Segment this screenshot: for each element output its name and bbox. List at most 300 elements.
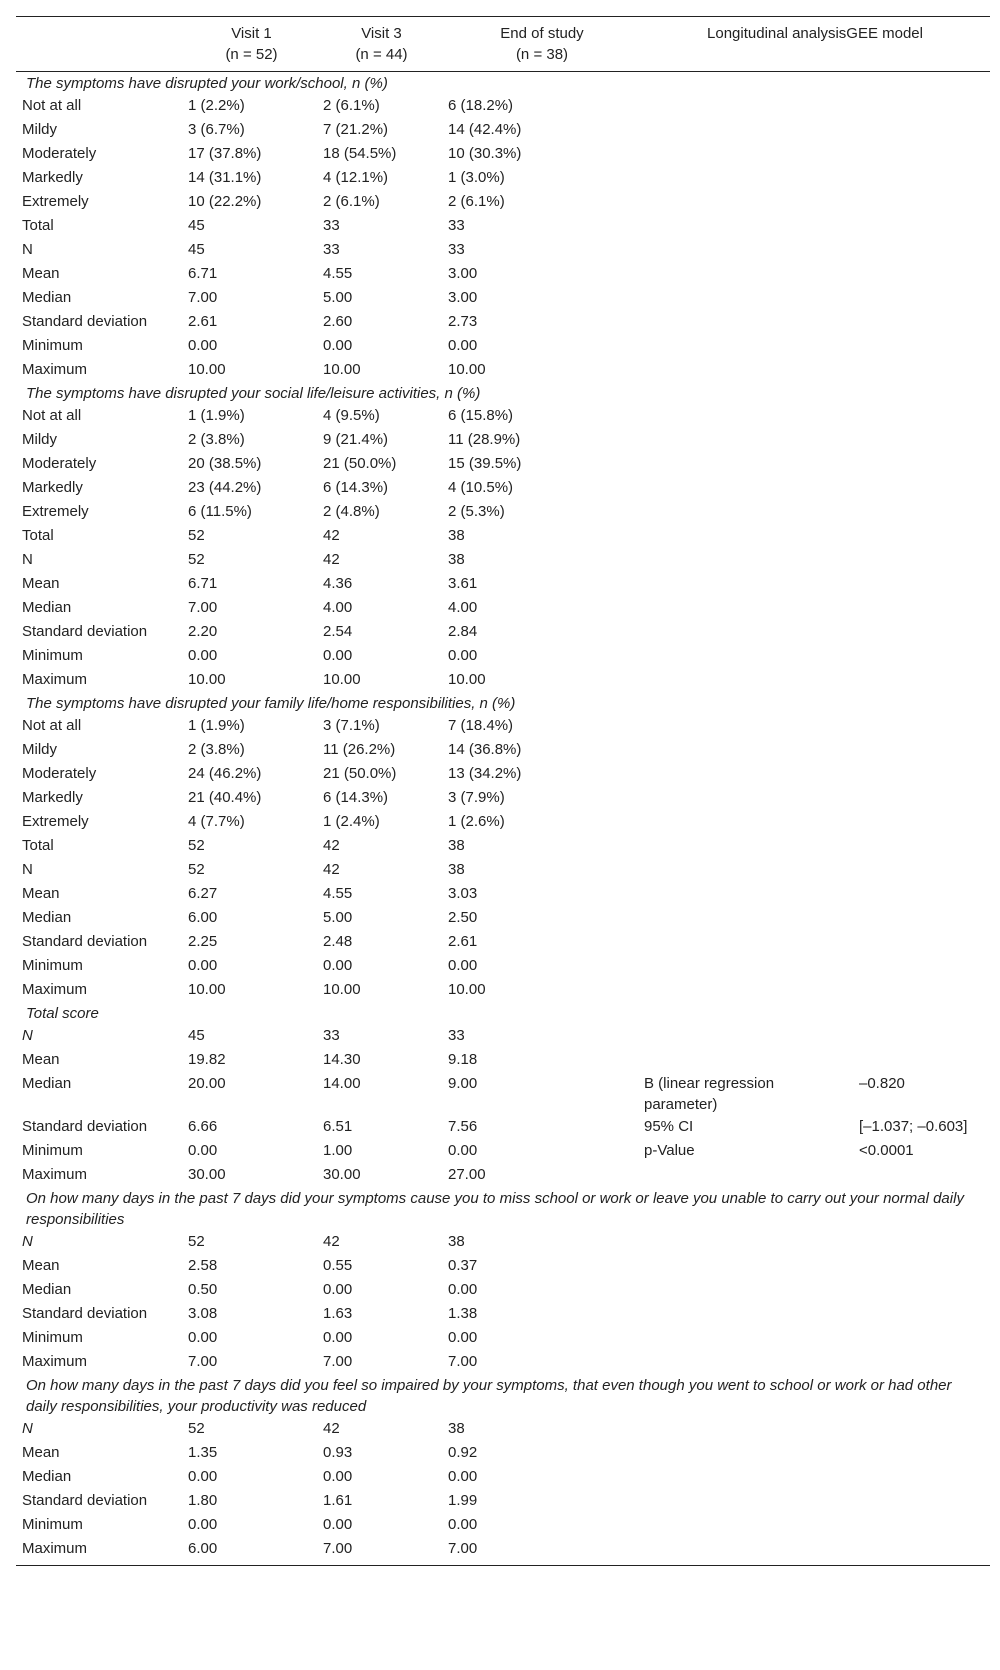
end-of-study-value: 2.84 <box>448 623 478 640</box>
header-visit1 <box>184 17 319 72</box>
row-label-text: Maximum <box>22 1353 88 1370</box>
row-label-text: Maximum <box>22 361 88 378</box>
row-label-text: Mean <box>22 265 60 282</box>
header-end-of-study <box>444 17 640 72</box>
visit1-value: 2.58 <box>188 1257 218 1274</box>
section-title-row <box>16 382 990 404</box>
row-label <box>16 476 184 500</box>
table-row <box>16 428 990 452</box>
gee-stat-value <box>855 596 990 620</box>
visit3-value: 33 <box>323 241 340 258</box>
row-label-text: Extremely <box>22 813 89 830</box>
gee-stat-value <box>855 548 990 572</box>
visit1-value: 52 <box>188 837 205 854</box>
end-of-study-value: 1 (2.6%) <box>448 813 505 830</box>
visit3-value: 10.00 <box>323 361 361 378</box>
end-of-study-value: 0.00 <box>448 1142 478 1159</box>
gee-stat-label <box>640 714 855 738</box>
gee-stat-label <box>640 1350 855 1374</box>
visit1-value: 6.66 <box>188 1118 218 1135</box>
table-row <box>16 786 990 810</box>
end-of-study-value: 9.00 <box>448 1075 478 1092</box>
end-of-study-value: 38 <box>448 551 465 568</box>
gee-stat-label <box>640 1302 855 1326</box>
visit1-value: 7.00 <box>188 599 218 616</box>
row-label-text: Median <box>22 289 72 306</box>
row-label <box>16 310 184 334</box>
row-label <box>16 1254 184 1278</box>
gee-stat-value <box>855 786 990 810</box>
table-row <box>16 1513 990 1537</box>
visit1-value: 19.82 <box>188 1051 226 1068</box>
row-label <box>16 762 184 786</box>
end-of-study-value: 7 (18.4%) <box>448 717 514 734</box>
gee-stat-label <box>640 548 855 572</box>
row-label-text: Median <box>22 1281 72 1298</box>
table-row <box>16 214 990 238</box>
visit3-value: 0.00 <box>323 1516 353 1533</box>
visit1-value: 0.00 <box>188 1468 218 1485</box>
gee-stat-label <box>640 118 855 142</box>
table-row <box>16 190 990 214</box>
gee-stat-value <box>855 834 990 858</box>
row-label <box>16 1465 184 1489</box>
visit1-value: 10.00 <box>188 671 226 688</box>
row-label-text: Maximum <box>22 671 88 688</box>
visit1-value: 6.27 <box>188 885 218 902</box>
visit3-value: 2.60 <box>323 313 353 330</box>
visit3-value: 4.00 <box>323 599 353 616</box>
row-label <box>16 738 184 762</box>
end-of-study-value: 2.50 <box>448 909 478 926</box>
visit1-value: 1.35 <box>188 1444 218 1461</box>
visit3-value: 1.00 <box>323 1142 353 1159</box>
row-label <box>16 882 184 906</box>
end-of-study-value: 0.00 <box>448 647 478 664</box>
row-label-text: Minimum <box>22 337 83 354</box>
section-title: On how many days in the past 7 days did you feel so impaired by your symptoms, that even though you went to school or work or had other daily responsibilities, your productivity was reduced <box>26 1377 952 1415</box>
row-label-text: N <box>22 861 33 878</box>
end-of-study-value: 4.00 <box>448 599 478 616</box>
gee-stat-label <box>640 94 855 118</box>
row-label <box>16 404 184 428</box>
visit3-value: 14.00 <box>323 1075 361 1092</box>
visit3-value: 3 (7.1%) <box>323 717 380 734</box>
row-label <box>16 620 184 644</box>
header-empty <box>16 17 184 72</box>
visit3-value: 42 <box>323 1420 340 1437</box>
end-of-study-value: 7.56 <box>448 1118 478 1135</box>
section-title-row <box>16 72 990 95</box>
visit3-value: 4 (12.1%) <box>323 169 389 186</box>
end-of-study-value: 38 <box>448 1420 465 1437</box>
visit1-value: 10.00 <box>188 981 226 998</box>
visit1-value: 3.08 <box>188 1305 218 1322</box>
row-label-text: Minimum <box>22 1329 83 1346</box>
visit3-value: 4 (9.5%) <box>323 407 380 424</box>
row-label-text: Minimum <box>22 1142 83 1159</box>
gee-stat-label: 95% CI <box>644 1118 694 1135</box>
gee-stat-value <box>855 1537 990 1566</box>
row-label <box>16 548 184 572</box>
end-of-study-value: 1 (3.0%) <box>448 169 505 186</box>
gee-stat-label <box>640 786 855 810</box>
row-label <box>16 1048 184 1072</box>
visit3-value: 2 (4.8%) <box>323 503 380 520</box>
gee-stat-value: <0.0001 <box>859 1142 914 1159</box>
end-of-study-value: 3.03 <box>448 885 478 902</box>
row-label <box>16 214 184 238</box>
gee-stat-value <box>855 858 990 882</box>
end-of-study-value: 27.00 <box>448 1166 486 1183</box>
row-label <box>16 1326 184 1350</box>
gee-stat-label <box>640 404 855 428</box>
visit1-value: 45 <box>188 1027 205 1044</box>
gee-stat-label <box>640 1278 855 1302</box>
row-label <box>16 94 184 118</box>
gee-stat-label <box>640 476 855 500</box>
table-row <box>16 118 990 142</box>
row-label-text: Markedly <box>22 169 83 186</box>
section-title: The symptoms have disrupted your social life/leisure activities, n (%) <box>26 385 481 402</box>
visit3-value: 7.00 <box>319 1537 444 1566</box>
table-row <box>16 524 990 548</box>
row-label-text: Moderately <box>22 765 97 782</box>
gee-stat-value <box>855 1254 990 1278</box>
end-of-study-value: 0.00 <box>448 1329 478 1346</box>
header-visit3 <box>319 17 444 72</box>
visit3-value: 0.00 <box>323 1329 353 1346</box>
table-header <box>16 17 990 72</box>
end-of-study-value: 0.37 <box>448 1257 478 1274</box>
row-label-text: Not at all <box>22 97 82 114</box>
gee-stat-label <box>640 930 855 954</box>
end-of-study-value: 33 <box>448 1027 465 1044</box>
table-row <box>16 714 990 738</box>
table-row <box>16 310 990 334</box>
row-label <box>16 1072 184 1115</box>
gee-stat-label <box>640 262 855 286</box>
table-row <box>16 762 990 786</box>
gee-stat-value <box>855 166 990 190</box>
table-row <box>16 500 990 524</box>
row-label-text: Minimum <box>22 957 83 974</box>
visit1-value: 6.71 <box>188 575 218 592</box>
row-label-text: Median <box>22 599 72 616</box>
visit3-value: 21 (50.0%) <box>323 765 397 782</box>
row-label-text: Mildy <box>22 121 58 138</box>
row-label-text: Moderately <box>22 145 97 162</box>
gee-stat-value <box>855 524 990 548</box>
gee-stat-value <box>855 930 990 954</box>
row-label-text: Total <box>22 217 54 234</box>
visit3-value: 42 <box>323 1233 340 1250</box>
gee-stat-label <box>640 762 855 786</box>
gee-stat-label <box>640 286 855 310</box>
gee-stat-value <box>855 238 990 262</box>
table-row <box>16 858 990 882</box>
table-row <box>16 476 990 500</box>
gee-stat-value <box>855 142 990 166</box>
gee-stat-value <box>855 500 990 524</box>
visit3-value: 1.63 <box>323 1305 353 1322</box>
gee-stat-value <box>855 1513 990 1537</box>
visit3-value: 33 <box>323 1027 340 1044</box>
table-row <box>16 334 990 358</box>
row-label <box>16 1115 184 1139</box>
gee-stat-value <box>855 334 990 358</box>
gee-stat-value <box>855 404 990 428</box>
end-of-study-value: 38 <box>448 861 465 878</box>
visit3-value: 42 <box>323 837 340 854</box>
gee-stat-label: B (linear regression parameter) <box>644 1075 775 1113</box>
row-label-text: N <box>22 241 33 258</box>
end-of-study-value: 2 (5.3%) <box>448 503 505 520</box>
end-of-study-value: 3.61 <box>448 575 478 592</box>
table-row <box>16 1163 990 1187</box>
gee-stat-value <box>855 906 990 930</box>
row-label-text: Total <box>22 837 54 854</box>
row-label-text: N <box>22 1233 33 1250</box>
gee-stat-label <box>640 1230 855 1254</box>
row-label-text: Standard deviation <box>22 623 148 640</box>
table-row <box>16 596 990 620</box>
visit3-value: 1 (2.4%) <box>323 813 380 830</box>
visit3-value: 0.00 <box>323 1281 353 1298</box>
gee-stat-label: p-Value <box>644 1142 695 1159</box>
end-of-study-value: 10.00 <box>448 981 486 998</box>
end-of-study-value: 0.00 <box>448 337 478 354</box>
visit1-value: 45 <box>188 241 205 258</box>
end-of-study-value: 7.00 <box>444 1537 640 1566</box>
table-row <box>16 238 990 262</box>
section-title: Total score <box>26 1005 99 1022</box>
visit1-value: 0.00 <box>188 337 218 354</box>
gee-stat-label <box>640 500 855 524</box>
gee-stat-label <box>640 620 855 644</box>
end-of-study-value: 15 (39.5%) <box>448 455 522 472</box>
gee-stat-value <box>855 190 990 214</box>
row-label-text: Markedly <box>22 479 83 496</box>
row-label <box>16 668 184 692</box>
row-label <box>16 786 184 810</box>
visit1-value: 0.00 <box>188 647 218 664</box>
visit1-value: 23 (44.2%) <box>188 479 262 496</box>
row-label <box>16 714 184 738</box>
table-row <box>16 142 990 166</box>
row-label-text: N <box>22 1027 33 1044</box>
table-row <box>16 1489 990 1513</box>
visit1-value: 6.71 <box>188 265 218 282</box>
table-row <box>16 1302 990 1326</box>
table-row <box>16 548 990 572</box>
header-visit1-n: (n = 52) <box>225 46 278 63</box>
table-row <box>16 358 990 382</box>
end-of-study-value: 0.00 <box>448 1468 478 1485</box>
row-label-text: N <box>22 551 33 568</box>
table-row <box>16 1072 990 1115</box>
end-of-study-value: 2.73 <box>448 313 478 330</box>
gee-stat-label <box>640 1465 855 1489</box>
gee-stat-value <box>855 94 990 118</box>
section-title-row <box>16 692 990 714</box>
visit1-value: 2.20 <box>188 623 218 640</box>
gee-stat-label <box>640 668 855 692</box>
row-label-text: Maximum <box>22 1166 88 1183</box>
row-label-text: Mean <box>22 1051 60 1068</box>
gee-stat-label <box>640 954 855 978</box>
visit1-value: 4 (7.7%) <box>188 813 245 830</box>
table-row <box>16 668 990 692</box>
end-of-study-value: 0.00 <box>448 1516 478 1533</box>
gee-stat-value <box>855 620 990 644</box>
table-row <box>16 1278 990 1302</box>
visit3-value: 6.51 <box>323 1118 353 1135</box>
end-of-study-value: 1.38 <box>448 1305 478 1322</box>
row-label <box>16 190 184 214</box>
end-of-study-value: 33 <box>448 217 465 234</box>
gee-stat-label <box>640 452 855 476</box>
table-row <box>16 166 990 190</box>
gee-stat-value <box>855 572 990 596</box>
section-title: The symptoms have disrupted your family life/home responsibilities, n (%) <box>26 695 516 712</box>
gee-stat-label <box>640 1326 855 1350</box>
gee-stat-value <box>855 1024 990 1048</box>
table-row <box>16 1115 990 1139</box>
visit1-value: 6 (11.5%) <box>188 503 252 520</box>
visit3-value: 2.48 <box>323 933 353 950</box>
visit3-value: 2 (6.1%) <box>323 193 380 210</box>
gee-stat-value <box>855 1489 990 1513</box>
visit3-value: 0.00 <box>323 337 353 354</box>
end-of-study-value: 38 <box>448 1233 465 1250</box>
visit3-value: 9 (21.4%) <box>323 431 389 448</box>
row-label-text: Mildy <box>22 431 58 448</box>
table-row <box>16 1326 990 1350</box>
end-of-study-value: 4 (10.5%) <box>448 479 514 496</box>
visit3-value: 10.00 <box>323 671 361 688</box>
row-label <box>16 452 184 476</box>
results-table-container <box>16 16 990 1566</box>
visit1-value: 0.00 <box>188 957 218 974</box>
visit1-value: 52 <box>188 1420 205 1437</box>
gee-stat-value <box>855 428 990 452</box>
row-label <box>16 1230 184 1254</box>
visit1-value: 30.00 <box>188 1166 226 1183</box>
gee-stat-label <box>640 882 855 906</box>
row-label <box>16 1278 184 1302</box>
gee-stat-value <box>855 1441 990 1465</box>
visit1-value: 2 (3.8%) <box>188 741 245 758</box>
row-label <box>16 1513 184 1537</box>
row-label-text: Standard deviation <box>22 313 148 330</box>
table-row <box>16 834 990 858</box>
gee-stat-value <box>855 1326 990 1350</box>
table-row <box>16 286 990 310</box>
visit3-value: 21 (50.0%) <box>323 455 397 472</box>
gee-stat-label <box>640 978 855 1002</box>
visit1-value: 0.00 <box>188 1329 218 1346</box>
visit3-value: 6 (14.3%) <box>323 479 389 496</box>
row-label <box>16 286 184 310</box>
gee-stat-value <box>855 1048 990 1072</box>
row-label-text: Mean <box>22 575 60 592</box>
gee-stat-value <box>855 978 990 1002</box>
row-label-text: Markedly <box>22 789 83 806</box>
visit1-value: 17 (37.8%) <box>188 145 262 162</box>
gee-stat-label <box>640 596 855 620</box>
row-label <box>16 142 184 166</box>
row-label <box>16 596 184 620</box>
gee-stat-label <box>640 310 855 334</box>
gee-stat-value <box>855 1350 990 1374</box>
table-row <box>16 954 990 978</box>
header-visit3-title: Visit 3 <box>361 25 402 42</box>
gee-stat-value <box>855 1278 990 1302</box>
visit3-value: 7 (21.2%) <box>323 121 389 138</box>
visit3-value: 6 (14.3%) <box>323 789 389 806</box>
end-of-study-value: 38 <box>448 837 465 854</box>
visit1-value: 1.80 <box>188 1492 218 1509</box>
section-title-row <box>16 1002 990 1024</box>
table-row <box>16 644 990 668</box>
visit3-value: 5.00 <box>323 289 353 306</box>
table-row <box>16 572 990 596</box>
visit1-value: 6.00 <box>184 1537 319 1566</box>
table-row <box>16 906 990 930</box>
row-label-text: Extremely <box>22 503 89 520</box>
end-of-study-value: 14 (42.4%) <box>448 121 522 138</box>
end-of-study-value: 10.00 <box>448 361 486 378</box>
end-of-study-value: 1.99 <box>448 1492 478 1509</box>
end-of-study-value: 3.00 <box>448 265 478 282</box>
gee-stat-label <box>640 810 855 834</box>
table-row <box>16 738 990 762</box>
gee-stat-value <box>855 214 990 238</box>
visit1-value: 24 (46.2%) <box>188 765 262 782</box>
end-of-study-value: 11 (28.9%) <box>448 431 521 448</box>
row-label-text: Maximum <box>22 981 88 998</box>
row-label <box>16 1163 184 1187</box>
table-row <box>16 1350 990 1374</box>
row-label-text: Standard deviation <box>22 933 148 950</box>
gee-stat-label <box>640 1048 855 1072</box>
visit1-value: 0.00 <box>188 1142 218 1159</box>
gee-stat-label <box>640 190 855 214</box>
visit1-value: 52 <box>188 551 205 568</box>
row-label <box>16 334 184 358</box>
row-label-text: N <box>22 1420 33 1437</box>
section-title: On how many days in the past 7 days did your symptoms cause you to miss school or work or leave you unable to carry out your normal daily responsibilities <box>26 1190 964 1228</box>
end-of-study-value: 0.00 <box>448 1281 478 1298</box>
table-row <box>16 262 990 286</box>
visit3-value: 33 <box>323 217 340 234</box>
end-of-study-value: 0.00 <box>448 957 478 974</box>
header-longitudinal-title: Longitudinal analysisGEE model <box>707 25 923 42</box>
row-label-text: Median <box>22 909 72 926</box>
end-of-study-value: 14 (36.8%) <box>448 741 522 758</box>
row-label <box>16 810 184 834</box>
visit1-value: 1 (1.9%) <box>188 717 245 734</box>
end-of-study-value: 6 (18.2%) <box>448 97 514 114</box>
gee-stat-label <box>640 334 855 358</box>
row-label-text: Maximum <box>22 1540 88 1557</box>
gee-stat-label <box>640 142 855 166</box>
visit1-value: 7.00 <box>188 289 218 306</box>
gee-stat-label <box>640 166 855 190</box>
row-label <box>16 1537 184 1566</box>
gee-stat-value <box>855 310 990 334</box>
